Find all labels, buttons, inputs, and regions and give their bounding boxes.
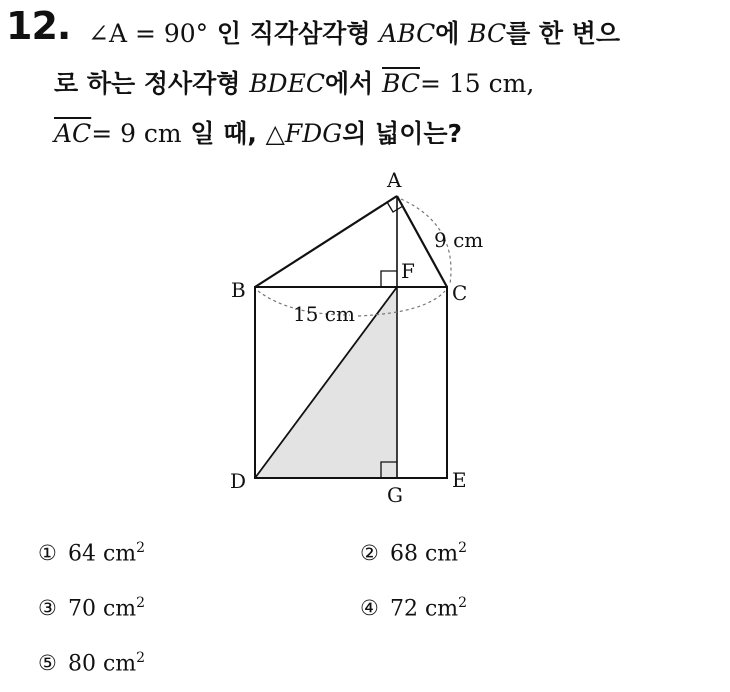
triangle-name: ABC <box>379 19 436 48</box>
choice-value: 64 cm <box>68 541 137 567</box>
question-text: 인 직각삼각형 <box>216 19 371 48</box>
dimension-label-bc: 15 cm <box>293 302 355 326</box>
dimension-label-ac: 9 cm <box>434 228 484 252</box>
question-text: 에서 <box>324 69 374 98</box>
square-name: BDEC <box>249 69 325 98</box>
choice-4[interactable] <box>360 595 467 621</box>
choice-number: ② <box>360 541 379 566</box>
question-line-3 <box>54 114 462 150</box>
angle-expression: ∠A = 90° <box>88 19 209 48</box>
question-number: 12. <box>6 4 71 48</box>
question-text: 로 하는 정사각형 <box>54 69 241 98</box>
choice-exponent: 2 <box>136 595 146 611</box>
vertex-label-e: E <box>452 468 467 492</box>
choice-value: 80 cm <box>68 651 137 677</box>
segment-bc-value: = 15 cm, <box>419 69 535 98</box>
question-text: 의 넓이는? <box>342 119 463 148</box>
vertex-label-a: A <box>387 168 402 192</box>
question-line-1 <box>88 14 620 50</box>
question-text: 를 한 변으 <box>506 19 621 48</box>
choice-2[interactable] <box>360 540 467 566</box>
choice-value: 72 cm <box>390 596 459 622</box>
choice-number: ⑤ <box>38 651 57 676</box>
choice-number: ③ <box>38 596 57 621</box>
right-angle-mark-f <box>381 271 397 287</box>
choice-1[interactable] <box>38 540 145 566</box>
question-text: 에 <box>435 19 460 48</box>
vertex-label-f: F <box>401 259 415 283</box>
vertex-label-c: C <box>452 281 468 305</box>
choice-value: 68 cm <box>390 541 459 567</box>
choice-number: ④ <box>360 596 379 621</box>
choice-3[interactable] <box>38 595 145 621</box>
vertex-label-d: D <box>230 469 247 493</box>
dimension-arc-bc <box>358 291 445 316</box>
triangle-fdg: △FDG <box>265 119 343 148</box>
segment-ac: $\overline{AC}$ <box>54 119 92 148</box>
choice-number: ① <box>38 541 57 566</box>
segment-ac-value: = 9 cm <box>91 119 182 148</box>
choice-exponent: 2 <box>458 540 468 556</box>
choice-exponent: 2 <box>136 540 146 556</box>
vertex-label-g: G <box>387 483 403 507</box>
geometry-figure <box>220 165 510 510</box>
segment-ab <box>255 196 397 287</box>
choice-value: 70 cm <box>68 596 137 622</box>
segment-name: BC <box>468 19 507 48</box>
segment-bc: $\overline{BC}$ <box>382 69 420 98</box>
choice-5[interactable] <box>38 650 145 676</box>
vertex-label-b: B <box>231 278 246 302</box>
question-text: 일 때, <box>190 119 257 148</box>
choice-exponent: 2 <box>458 595 468 611</box>
question-line-2 <box>54 64 534 100</box>
choice-exponent: 2 <box>136 650 146 666</box>
